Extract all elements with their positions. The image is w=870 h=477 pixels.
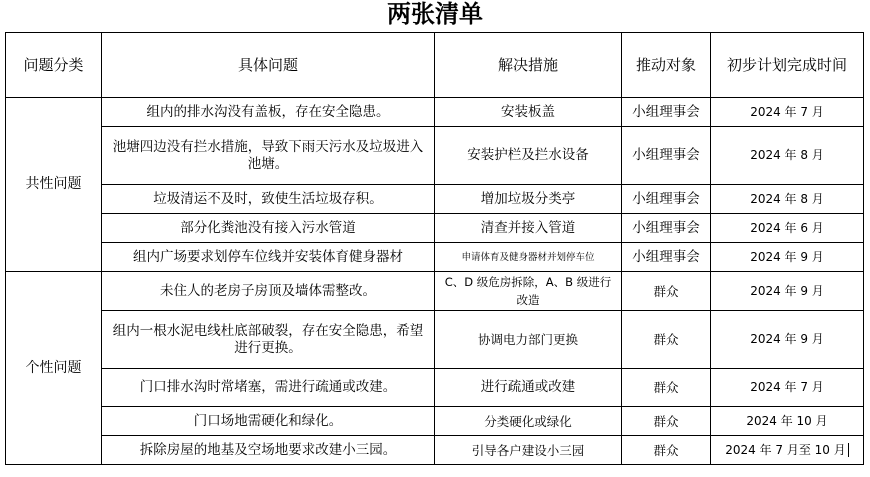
table-row (6, 436, 864, 465)
time-cell: 2024 年 8 月 (711, 127, 864, 185)
time-cell-text: 2024 年 7 月至 10 月 (725, 442, 846, 457)
target-cell: 群众 (622, 369, 711, 407)
issue-list-table (5, 32, 864, 465)
target-cell: 小组理事会 (622, 185, 711, 214)
issue-cell: 未住人的老房子房顶及墙体需整改。 (102, 272, 435, 311)
target-cell: 小组理事会 (622, 214, 711, 243)
solution-cell: 增加垃圾分类亭 (435, 185, 622, 214)
target-cell: 小组理事会 (622, 127, 711, 185)
time-cell: 2024 年 9 月 (711, 243, 864, 272)
issue-cell: 垃圾清运不及时，致使生活垃圾存积。 (102, 185, 435, 214)
target-cell: 小组理事会 (622, 243, 711, 272)
issue-cell: 池塘四边没有拦水措施，导致下雨天污水及垃圾进入池塘。 (102, 127, 435, 185)
time-cell: 2024 年 7 月 (711, 98, 864, 127)
text-cursor (848, 443, 849, 457)
time-cell: 2024 年 9 月 (711, 311, 864, 369)
solution-cell: 清查并接入管道 (435, 214, 622, 243)
header-category: 问题分类 (6, 33, 102, 98)
solution-cell: 分类硬化或绿化 (435, 407, 622, 436)
target-cell: 群众 (622, 311, 711, 369)
category-cell: 个性问题 (6, 272, 102, 465)
solution-cell: C、D 级危房拆除，A、B 级进行改造 (435, 272, 622, 311)
time-cell: 2024 年 8 月 (711, 185, 864, 214)
header-row (6, 33, 864, 98)
target-cell: 小组理事会 (622, 98, 711, 127)
table-row (6, 369, 864, 407)
time-cell: 2024 年 10 月 (711, 407, 864, 436)
issue-cell: 部分化粪池没有接入污水管道 (102, 214, 435, 243)
header-issue: 具体问题 (102, 33, 435, 98)
table-row (6, 311, 864, 369)
issue-cell: 组内广场要求划停车位线并安装体育健身器材 (102, 243, 435, 272)
solution-cell: 安装板盖 (435, 98, 622, 127)
target-cell: 群众 (622, 272, 711, 311)
document-title: 两张清单 (387, 0, 483, 28)
table-row (6, 98, 864, 127)
target-cell: 群众 (622, 436, 711, 465)
header-target: 推动对象 (622, 33, 711, 98)
category-cell: 共性问题 (6, 98, 102, 272)
solution-cell: 引导各户建设小三园 (435, 436, 622, 465)
solution-cell: 安装护栏及拦水设备 (435, 127, 622, 185)
table-row (6, 243, 864, 272)
table-row (6, 127, 864, 185)
issue-cell: 组内的排水沟没有盖板，存在安全隐患。 (102, 98, 435, 127)
table-row (6, 407, 864, 436)
time-cell: 2024 年 6 月 (711, 214, 864, 243)
table-row (6, 185, 864, 214)
time-cell: 2024 年 7 月 (711, 369, 864, 407)
time-cell (711, 436, 864, 465)
header-solution: 解决措施 (435, 33, 622, 98)
target-cell: 群众 (622, 407, 711, 436)
solution-cell: 申请体育及健身器材并划停车位 (435, 243, 622, 272)
table-row (6, 214, 864, 243)
table-row (6, 272, 864, 311)
solution-cell: 进行疏通或改建 (435, 369, 622, 407)
issue-cell: 拆除房屋的地基及空场地要求改建小三园。 (102, 436, 435, 465)
time-cell: 2024 年 9 月 (711, 272, 864, 311)
issue-cell: 门口场地需硬化和绿化。 (102, 407, 435, 436)
header-time: 初步计划完成时间 (711, 33, 864, 98)
issue-cell: 组内一根水泥电线杜底部破裂，存在安全隐患，希望进行更换。 (102, 311, 435, 369)
solution-cell: 协调电力部门更换 (435, 311, 622, 369)
issue-cell: 门口排水沟时常堵塞，需进行疏通或改建。 (102, 369, 435, 407)
